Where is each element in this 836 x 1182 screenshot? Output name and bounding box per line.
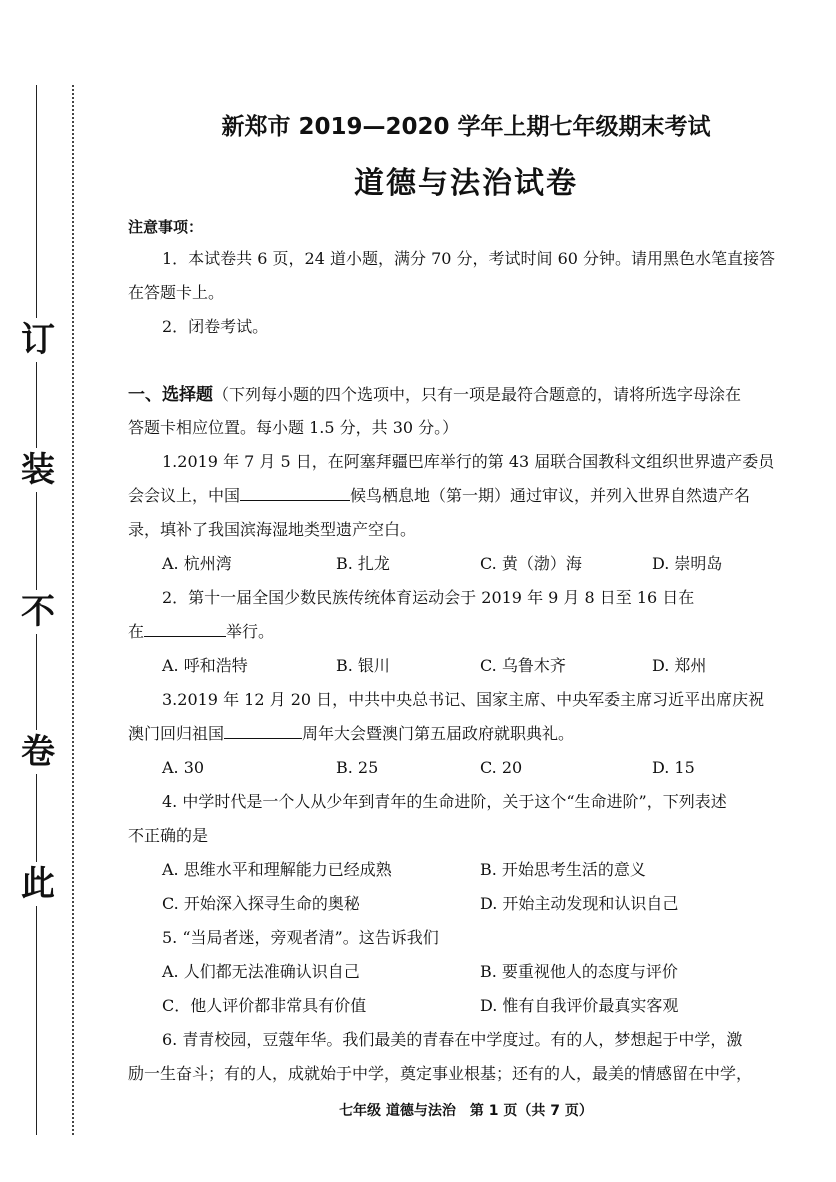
q1-option-a: A. 杭州湾 — [162, 554, 232, 573]
q2-line2 — [128, 621, 804, 643]
notes-heading: 注意事项： — [128, 218, 204, 236]
q4-option-a: A. 思维水平和理解能力已经成熟 — [162, 860, 392, 879]
q1-line3: 录，填补了我国滨海湿地类型遗产空白。 — [128, 520, 417, 539]
q5-option-a: A. 人们都无法准确认识自己 — [162, 962, 360, 981]
q5-option-c: C．他人评价都非常具有价值 — [162, 996, 367, 1015]
q4-line1: 4. 中学时代是一个人从少年到青年的生命进阶，关于这个“生命进阶”，下列表述 — [162, 792, 727, 811]
q3-line2-post: 周年大会暨澳门第五届政府就职典礼。 — [302, 724, 575, 743]
q3-option-b: B. 25 — [336, 758, 379, 777]
q1-option-b: B. 扎龙 — [336, 554, 390, 573]
q3-option-d: D. 15 — [652, 758, 695, 777]
notes-item2: 2．闭卷考试。 — [162, 317, 269, 336]
q5-line1: 5. “当局者迷，旁观者清”。这告诉我们 — [162, 928, 439, 947]
q2-blank — [144, 622, 226, 637]
margin-char-ding: 订 — [18, 318, 58, 362]
exam-subtitle: 道德与法治试卷 — [354, 166, 578, 201]
q1-line2-post: 候鸟栖息地（第一期）通过审议，并列入世界自然遗产名 — [350, 486, 751, 505]
section1-intro — [128, 384, 804, 406]
section1-heading: 一、选择题 — [128, 385, 213, 405]
q1-line1: 1.2019 年 7 月 5 日，在阿塞拜疆巴库举行的第 43 届联合国教科文组织世界遗产委员 — [162, 452, 775, 471]
q2-option-a: A. 呼和浩特 — [162, 656, 248, 675]
q5-option-b: B. 要重视他人的态度与评价 — [480, 962, 678, 981]
page-footer: 七年级 道德与法治 第 1 页（共 7 页） — [339, 1103, 593, 1119]
q1-option-d: D. 崇明岛 — [652, 554, 723, 573]
q3-line2-pre: 澳门回归祖国 — [128, 724, 225, 743]
q3-line1: 3.2019 年 12 月 20 日，中共中央总书记、国家主席、中央军委主席习近平出席庆祝 — [162, 690, 765, 709]
q1-line2-pre: 会会议上，中国 — [128, 486, 241, 505]
q2-line2-pre: 在 — [128, 622, 145, 641]
binding-margin — [0, 0, 80, 1182]
q4-line2: 不正确的是 — [128, 826, 209, 845]
q6-line1: 6. 青青校园，豆蔻年华。我们最美的青春在中学度过。有的人，梦想起于中学，激 — [162, 1030, 743, 1049]
q1-option-c: C. 黄（渤）海 — [480, 554, 582, 573]
margin-char-bu: 不 — [18, 590, 58, 634]
section1-intro-line1: （下列每小题的四个选项中，只有一项是最符合题意的，请将所选字母涂在 — [213, 385, 742, 404]
notes-item1-line1: 1．本试卷共 6 页，24 道小题，满分 70 分，考试时间 60 分钟。请用黑色水笔直接答 — [162, 249, 776, 268]
section1-intro-line2: 答题卡相应位置。每小题 1.5 分，共 30 分。） — [128, 418, 459, 437]
notes-item1-line2: 在答题卡上。 — [128, 283, 225, 302]
q4-option-b: B. 开始思考生活的意义 — [480, 860, 646, 879]
margin-char-zhuang: 装 — [18, 448, 58, 492]
q2-option-b: B. 银川 — [336, 656, 390, 675]
q4-option-c: C. 开始深入探寻生命的奥秘 — [162, 894, 360, 913]
q3-line2 — [128, 723, 804, 745]
q1-line2 — [128, 485, 804, 507]
q2-line2-post: 举行。 — [226, 622, 275, 641]
q2-option-d: D. 郑州 — [652, 656, 707, 675]
binding-dotted-line — [72, 85, 74, 1135]
q2-line1: 2．第十一届全国少数民族传统体育运动会于 2019 年 9 月 8 日至 16 日在 — [162, 588, 695, 607]
q3-blank — [224, 724, 302, 739]
q1-blank — [240, 486, 350, 501]
margin-char-juan: 卷 — [18, 730, 58, 774]
q4-option-d: D. 开始主动发现和认识自己 — [480, 894, 679, 913]
exam-title: 新郑市 2019—2020 学年上期七年级期末考试 — [221, 114, 711, 140]
q2-option-c: C. 乌鲁木齐 — [480, 656, 566, 675]
q5-option-d: D. 惟有自我评价最真实客观 — [480, 996, 679, 1015]
q3-option-c: C. 20 — [480, 758, 523, 777]
margin-char-ci: 此 — [18, 862, 58, 906]
q6-line2: 励一生奋斗；有的人，成就始于中学，奠定事业根基；还有的人，最美的情感留在中学， — [128, 1064, 753, 1083]
q3-option-a: A. 30 — [162, 758, 205, 777]
